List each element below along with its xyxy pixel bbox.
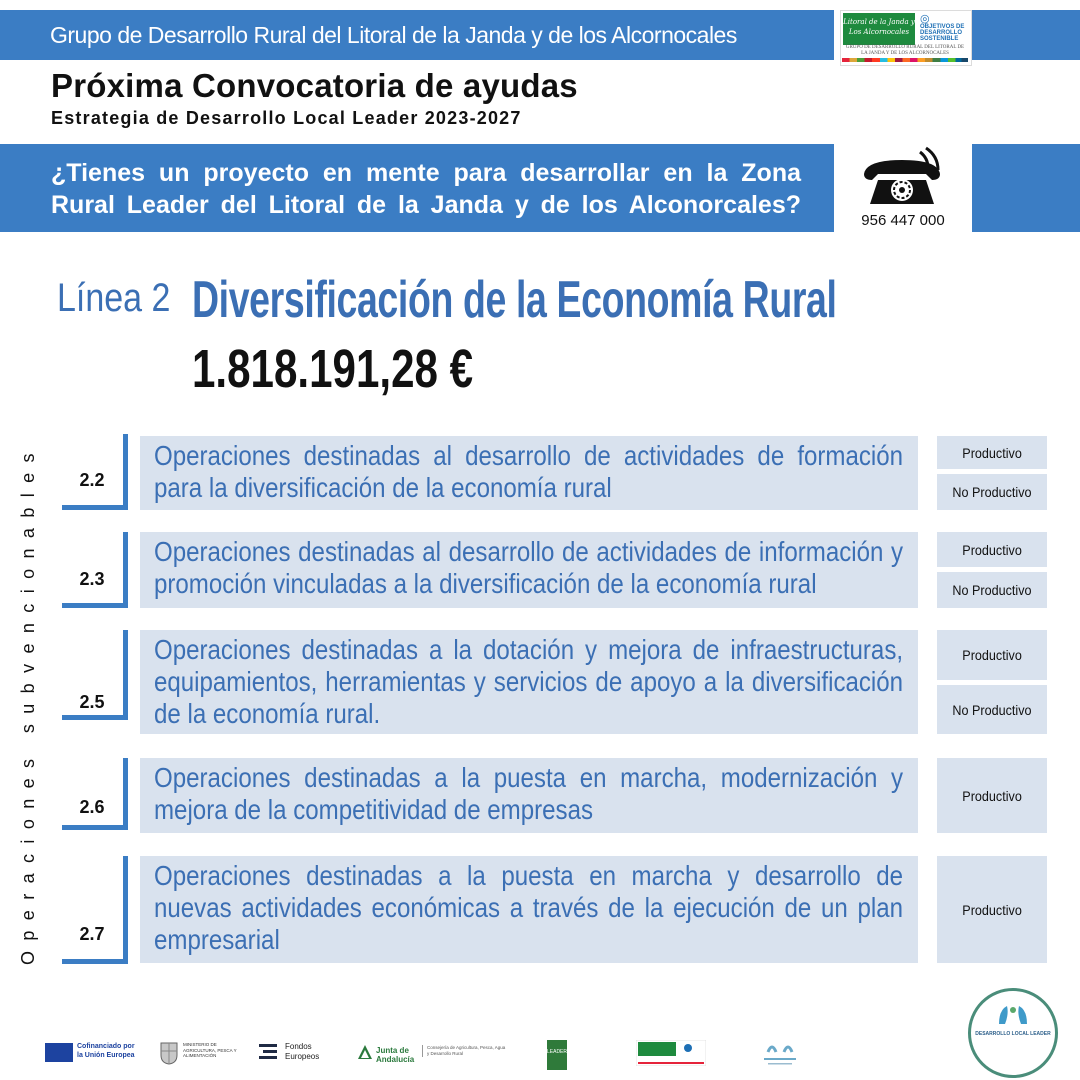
operation-code: 2.3 [79,569,105,589]
operation-text: Operaciones destinadas a la puesta en marcha, modernización y mejora de la competitividad de empresas [154,762,904,825]
page-title: Próxima Convocatoria de ayudas [51,67,578,104]
spain-shield-icon [158,1041,180,1065]
telephone-icon [858,144,948,208]
operation-description [140,630,918,734]
operation-text: Operaciones destinadas al desarrollo de actividades de información y promoción vinculadas a la diversificación de la economía rural [154,536,904,599]
eu-flag-icon [45,1043,73,1062]
hands-icon [993,1000,1033,1030]
row-bracket [62,856,128,964]
tag-productivo: Productivo [937,630,1047,680]
operation-text: Operaciones destinadas al desarrollo de actividades de formación para la diversificación de la economía rural [154,440,904,503]
operation-code: 2.6 [79,797,105,817]
tag-productivo: Productivo [937,532,1047,567]
tag-no-productivo: No Productivo [937,685,1047,734]
question-line-1: ¿Tienes un proyecto en mente para desarrollar en la Zona [51,159,801,187]
gdr-logo-brand: Litoral de la Janda y Los Alcornocales [843,18,915,36]
side-label: Operaciones subvencionables [18,443,38,966]
header-banner-right [972,10,1080,60]
ministry-label: MINISTERIO DE AGRICULTURA, PESCA Y ALIMENTACIÓN [183,1042,237,1058]
fondos-europeos-label: Fondos Europeos [285,1042,320,1061]
leader-label: LEADER [547,1049,568,1055]
page-subtitle: Estrategia de Desarrollo Local Leader 2023-2027 [51,108,522,128]
junta-label: Junta de Andalucía [376,1046,415,1064]
ddl-small-logo [758,1038,802,1070]
tag-productivo: Productivo [937,758,1047,833]
row-bracket [62,758,128,830]
gdr-logo-caption: GRUPO DE DESARROLLO RURAL DEL LITORAL DE LA JANDA Y DE LOS ALCORNOCALES [845,45,965,56]
operation-description [140,758,918,833]
question-text [51,157,801,221]
question-line-2: Rural Leader del Litoral de la Janda y de los Alconorcales? [51,191,801,219]
ods-label: OBJETIVOS DE DESARROLLO SOSTENIBLE [920,24,965,42]
ddl-leader-label: DESARROLLO LOCAL LEADER [975,1031,1051,1037]
gdr-small-logo [636,1040,706,1066]
junta-andalucia-icon [357,1044,373,1060]
budget-amount: 1.818.191,28 € [192,339,474,399]
operation-text: Operaciones destinadas a la dotación y mejora de infraestructuras, equipamientos, herramientas y servicios de apoyo a la diversificación de la economía rural. [154,634,904,729]
tag-no-productivo: No Productivo [937,572,1047,608]
tag-productivo: Productivo [937,856,1047,963]
tag-productivo: Productivo [937,436,1047,469]
ods-globe-icon: ◎ [920,13,930,25]
phone-number[interactable]: 956 447 000 [861,212,945,229]
line-title: Diversificación de la Economía Rural [192,271,837,329]
line-label: Línea 2 [57,276,171,320]
operation-code: 2.5 [79,692,105,712]
question-banner-right [972,144,1080,232]
eu-label: Cofinanciado por la Unión Europea [77,1043,135,1059]
operation-text: Operaciones destinadas a la puesta en marcha y desarrollo de nuevas actividades económicas a través de la ejecución de un plan empresarial [154,860,904,955]
operation-code: 2.2 [79,470,105,490]
junta-department: Consejería de Agricultura, Pesca, Agua y Desarrollo Rural [422,1045,507,1057]
operation-code: 2.7 [79,924,105,944]
operation-description [140,532,918,608]
fondos-europeos-icon [257,1041,279,1063]
operation-description [140,436,918,510]
ods-color-stripe [842,58,968,62]
operation-description [140,856,918,963]
tag-no-productivo: No Productivo [937,474,1047,510]
leader-logo [547,1040,567,1070]
group-name: Grupo de Desarrollo Rural del Litoral de la Janda y de los Alcornocales [50,22,737,48]
